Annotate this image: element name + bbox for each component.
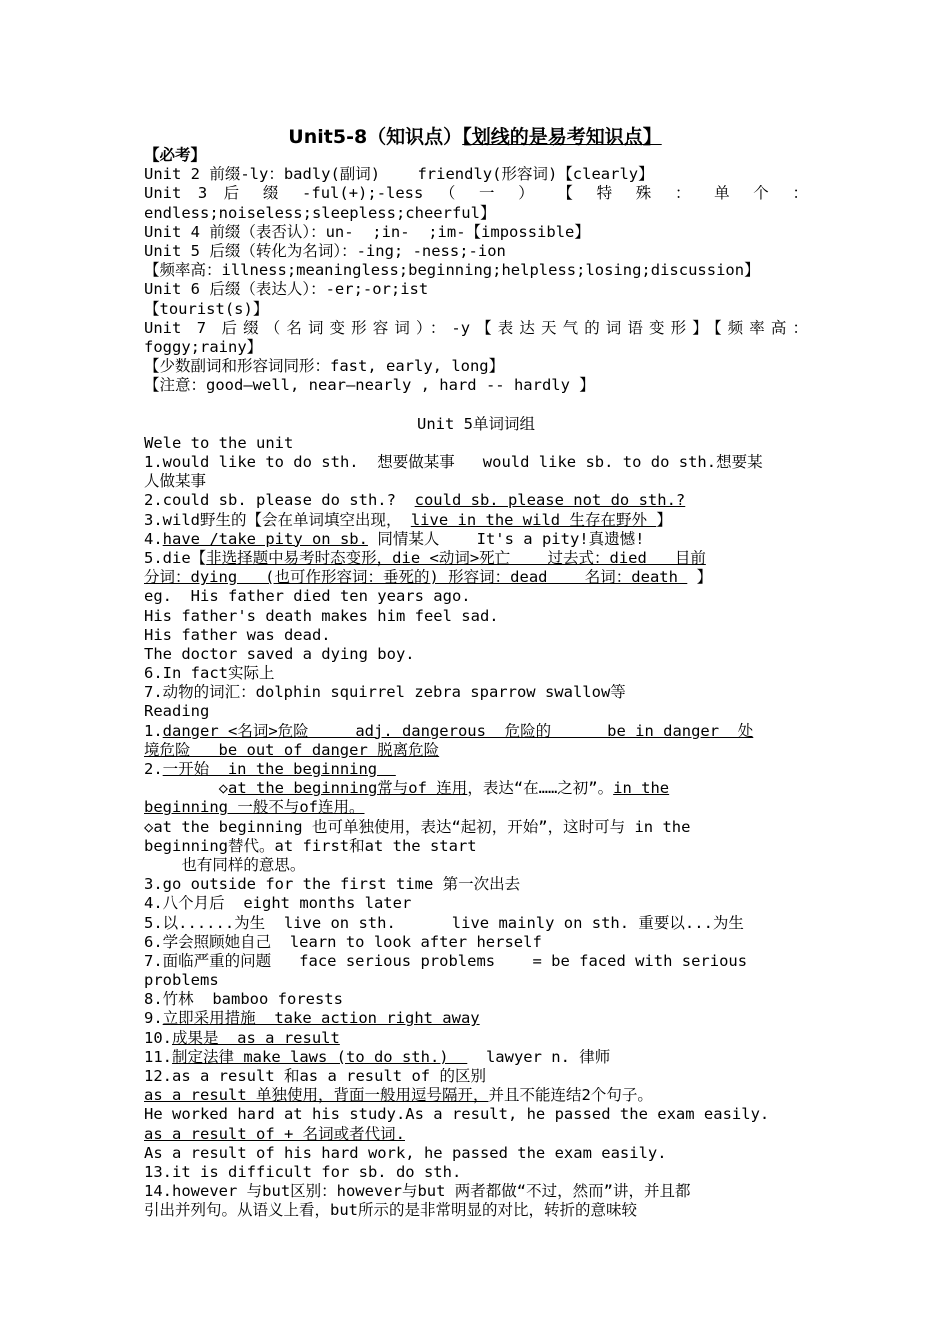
text-line [144, 626, 808, 645]
line-text: 6.In fact实际上 [144, 664, 275, 683]
text-line [144, 722, 808, 741]
line-text: 也有同样的意思。 [144, 855, 306, 874]
line-text: 1.would like to do sth. 想要做某事 would like sb. to do sth.想要某 [144, 453, 763, 471]
title-main: Unit5-8（知识点） [288, 126, 463, 148]
text-line [144, 1201, 808, 1220]
text-line [144, 1144, 808, 1163]
text-line [144, 1125, 808, 1144]
line-text: Wele to the unit [144, 433, 294, 452]
line-text: Unit 7 后缀（名词变形容词）：-y【表达天气的词语变形】【频率高： [144, 318, 808, 337]
text-line [144, 741, 808, 760]
underlined-text: as a result of + 名词或者代词. [144, 1124, 405, 1143]
text-line [144, 319, 808, 338]
text-line [144, 491, 808, 510]
text-line [144, 165, 808, 184]
line-text: eg. His father died ten years ago. [144, 587, 471, 606]
line-text: 并且不能连结2个句子。 [488, 1086, 653, 1105]
text-line [144, 798, 808, 817]
line-text: 12.as a result 和as a result of 的区别 [144, 1067, 486, 1085]
line-text: 【必考】 [144, 146, 207, 164]
underlined-text: beginning 一般不与of连用。 [144, 798, 365, 817]
text-line [144, 645, 808, 664]
line-text: Unit 2 前缀-ly：badly(副词) friendly(形容词)【clearly】 [144, 165, 654, 184]
line-text: 11. [144, 1047, 172, 1066]
underlined-text: 立即采用措施 take action right away [162, 1009, 480, 1028]
line-text: 3.go outside for the first time 第一次出去 [144, 875, 521, 894]
text-line [144, 434, 808, 453]
underlined-text: as a result 单独使用，背面一般用逗号隔开， [144, 1086, 489, 1105]
text-line [144, 607, 808, 626]
line-text: foggy;rainy】 [144, 337, 263, 356]
text-line [144, 837, 808, 856]
line-text: As a result of his hard work, he passed the exam easily. [144, 1143, 667, 1162]
line-text: 14.however 与but区别：however与but 两者都做“不过，然而”讲，并且都 [144, 1182, 691, 1201]
text-line [144, 453, 808, 472]
text-line [144, 376, 808, 395]
text-line [144, 549, 808, 568]
text-line [144, 779, 808, 798]
line-text: His father was dead. [144, 625, 331, 644]
text-line [144, 280, 808, 299]
text-line [144, 1029, 808, 1048]
text-line [144, 587, 808, 606]
underlined-text: at the beginning常与of 连用 [228, 779, 468, 798]
line-text: ，表达“在……之初”。 [467, 779, 614, 798]
line-text: 引出并列句。从语义上看，but所示的是非常明显的对比，转折的意味较 [144, 1201, 637, 1220]
text-line [144, 415, 808, 434]
text-line [144, 933, 808, 952]
text-line [144, 1163, 808, 1182]
document-body [144, 146, 808, 1221]
underlined-text: 成果是 as a result [172, 1028, 340, 1047]
underlined-text: 境危险 be out of danger 脱离危险 [144, 740, 440, 759]
text-line [144, 568, 808, 587]
text-line [144, 300, 808, 319]
text-line [144, 261, 808, 280]
text-line [144, 184, 808, 203]
underlined-text: 一开始 in the beginning [162, 760, 396, 778]
line-text: endless;noiseless;sleepless;cheerful】 [144, 203, 496, 222]
text-line [144, 914, 808, 933]
text-line [144, 146, 808, 165]
text-line [144, 1009, 808, 1028]
line-text: lawyer n. 律师 [467, 1047, 611, 1066]
text-line [144, 664, 808, 683]
text-line [144, 511, 808, 530]
line-text: 4. [144, 529, 163, 548]
text-line [144, 1086, 808, 1105]
underlined-text: in the [613, 779, 670, 798]
line-text: 1. [144, 721, 163, 740]
text-line [144, 1182, 808, 1201]
line-text: Unit 5单词词组 [417, 414, 535, 433]
underlined-text: 分词：dying (也可作形容词：垂死的) 形容词：dead 名词：death [144, 568, 688, 587]
text-line [144, 990, 808, 1009]
line-text: 【tourist(s)】 [144, 299, 269, 318]
document-title [0, 122, 950, 149]
line-text: 同情某人 It's a pity!真遗憾! [367, 529, 645, 548]
line-text: 9. [144, 1009, 163, 1028]
line-text: 3.wild野生的【会在单词填空出现， [144, 510, 411, 529]
text-line [144, 338, 808, 357]
line-text: Reading [144, 702, 210, 721]
line-text: 【少数副词和形容词同形：fast, early, long】 [144, 357, 505, 376]
text-line [144, 683, 808, 702]
text-line [144, 1105, 808, 1124]
text-line [144, 952, 808, 971]
underlined-text: live in the wild 生存在野外 [410, 510, 657, 529]
line-text: 5.以......为生 live on sth. live mainly on sth. 重要以...为生 [144, 913, 744, 932]
line-text: ◇ [144, 779, 228, 798]
line-text: 10. [144, 1028, 172, 1047]
line-text: His father's death makes him feel sad. [144, 606, 499, 625]
line-text: 2.could sb. please do sth.? [144, 491, 415, 510]
line-text: 7.面临严重的问题 face serious problems = be faced with serious [144, 951, 748, 970]
line-text: 2. [144, 760, 163, 778]
text-line [144, 472, 808, 491]
underlined-text: danger <名词>危险 adj. dangerous 危险的 be in danger 处 [162, 721, 754, 740]
text-line [144, 242, 808, 261]
line-text: 人做某事 [144, 472, 207, 491]
line-text: 5.die【 [144, 548, 207, 567]
line-text: He worked hard at his study.As a result, he passed the exam easily. [144, 1105, 770, 1124]
line-text: 】 [656, 510, 672, 529]
underlined-text: could sb. please not do sth.? [414, 491, 686, 510]
text-line [144, 395, 808, 414]
line-text: problems [144, 971, 219, 990]
underlined-text: have /take pity on sb. [162, 529, 368, 548]
line-text: Unit 6 后缀（表达人）：-er;-or;ist [144, 280, 429, 299]
line-text: 】 [687, 568, 713, 587]
line-text: Unit 5 后缀（转化为名词）：-ing; -ness;-ion [144, 241, 506, 260]
line-text: 4.八个月后 eight months later [144, 894, 412, 913]
line-text: 8.竹林 bamboo forests [144, 990, 343, 1009]
text-line [144, 204, 808, 223]
text-line [144, 530, 808, 549]
title-emphasis: 【划线的是易考知识点】 [462, 126, 662, 148]
text-line [144, 223, 808, 242]
text-line [144, 702, 808, 721]
text-line [144, 875, 808, 894]
line-text: 7.动物的词汇：dolphin squirrel zebra sparrow swallow等 [144, 683, 626, 702]
line-text: beginning替代。at first和at the start [144, 836, 477, 855]
line-text: The doctor saved a dying boy. [144, 644, 415, 663]
line-text: 【频率高：illness;meaningless;beginning;helpless;losing;discussion】 [144, 261, 760, 280]
text-line [144, 1048, 808, 1067]
underlined-text: 制定法律 make laws (to do sth.) [172, 1047, 468, 1066]
line-text: ◇at the beginning 也可单独使用，表达“起初，开始”，这时可与 in the [144, 817, 691, 836]
text-line [144, 1067, 808, 1086]
line-text: Unit 3 后 缀 -ful(+);-less （ 一 ） 【 特 殊 ： 单 个 ： [144, 184, 808, 203]
text-line [144, 856, 808, 875]
text-line [144, 357, 808, 376]
text-line [144, 894, 808, 913]
line-text: 13.it is difficult for sb. do sth. [144, 1162, 462, 1181]
underlined-text: 非选择题中易考时态变形，die <动词>死亡 过去式：died 目前 [206, 548, 706, 567]
line-text: 6.学会照顾她自己 learn to look after herself [144, 932, 542, 951]
line-text: Unit 4 前缀（表否认）：un- ;in- ;im-【impossible】 [144, 222, 590, 241]
text-line [144, 971, 808, 990]
text-line [144, 818, 808, 837]
text-line [144, 760, 808, 779]
line-text: 【注意：good—well, near—nearly , hard -- hardly 】 [144, 376, 595, 395]
